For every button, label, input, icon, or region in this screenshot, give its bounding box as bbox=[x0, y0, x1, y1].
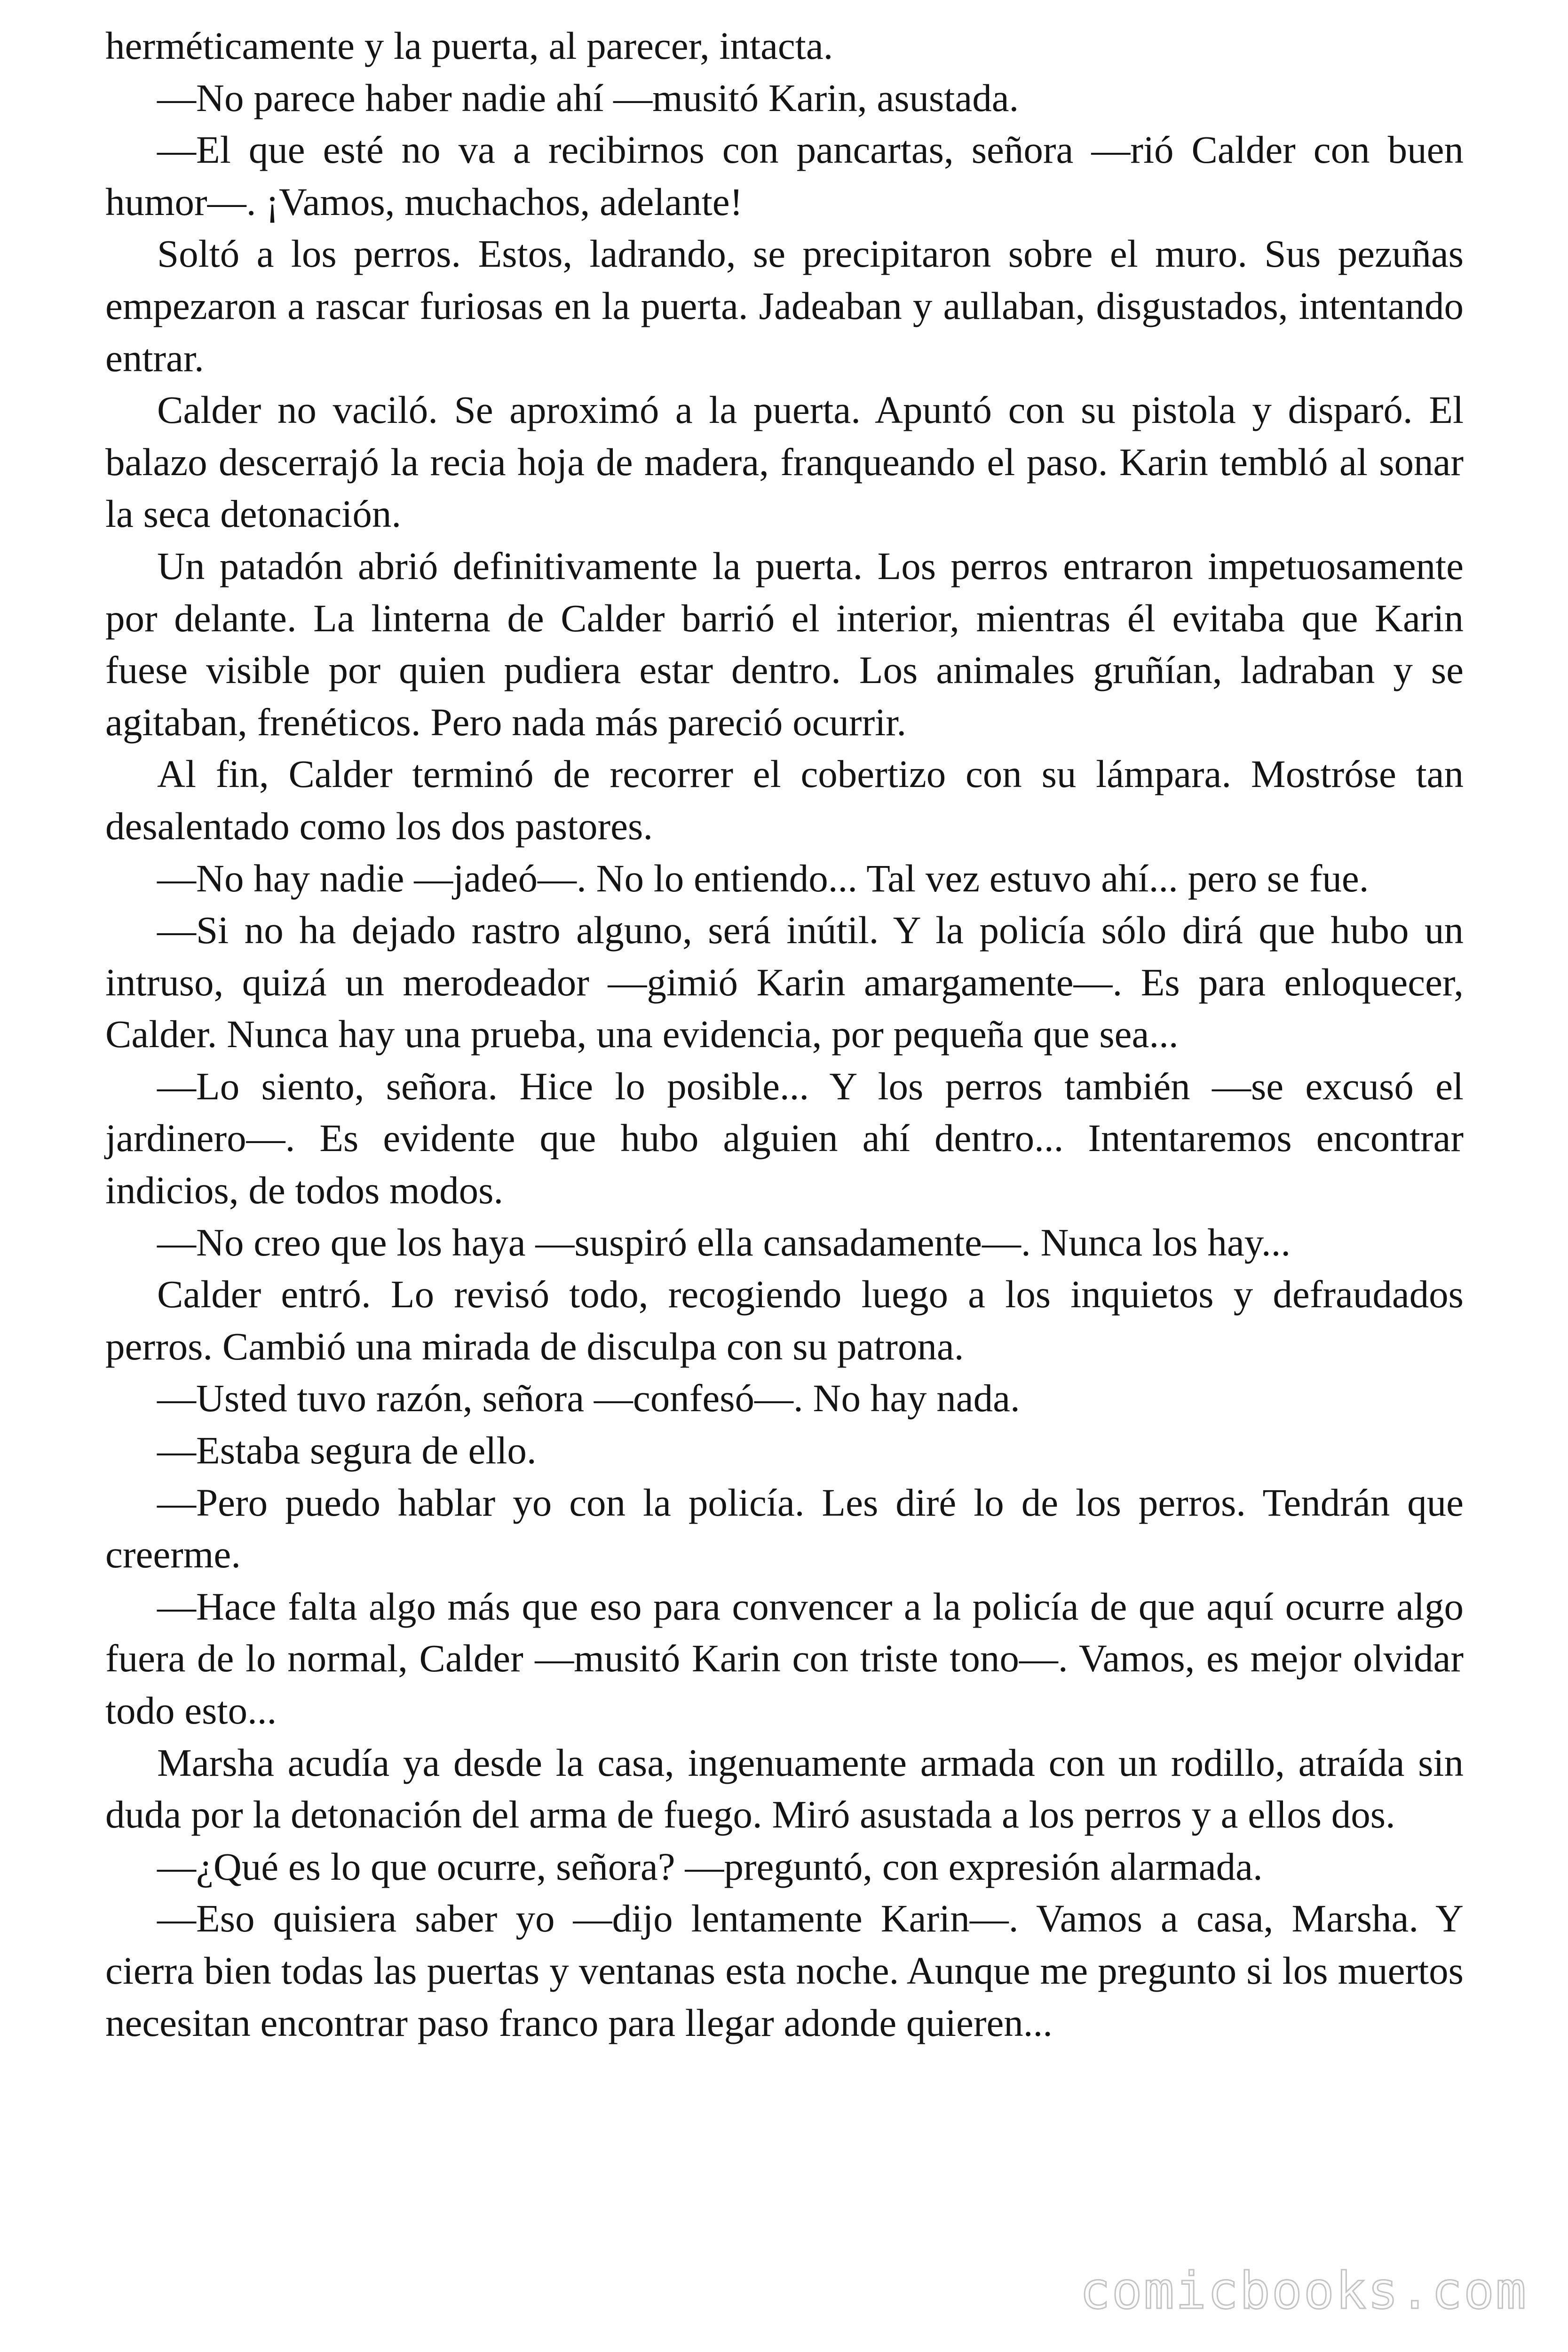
paragraph: —Eso quisiera saber yo —dijo lentamente Karin—. Vamos a casa, Marsha. Y cierra bien todas las puertas y ventanas esta noche. Aunque me pregunto si los muertos necesitan encontrar paso franco para llegar adonde quieren... bbox=[105, 1897, 1464, 2044]
paragraph: —No parece haber nadie ahí —musitó Karin, asustada. bbox=[157, 76, 1019, 119]
paragraph: —Estaba segura de ello. bbox=[157, 1429, 537, 1472]
watermark-text: comicbooks.com bbox=[1079, 2262, 1528, 2320]
paragraph: —No creo que los haya —suspiró ella cansadamente—. Nunca los hay... bbox=[157, 1220, 1291, 1264]
paragraph: —Pero puedo hablar yo con la policía. Les diré lo de los perros. Tendrán que creerme. bbox=[105, 1480, 1464, 1576]
paragraph: Calder no vaciló. Se aproximó a la puerta. Apuntó con su pistola y disparó. El balazo descerrajó la recia hoja de madera, franqueando el paso. Karin tembló al sonar la seca detonación. bbox=[105, 388, 1464, 536]
paragraph: Marsha acudía ya desde la casa, ingenuamente armada con un rodillo, atraída sin duda por la detonación del arma de fuego. Miró asustada a los perros y a ellos dos. bbox=[105, 1740, 1464, 1836]
paragraph: Calder entró. Lo revisó todo, recogiendo luego a los inquietos y defraudados perros. Cambió una mirada de disculpa con su patrona. bbox=[105, 1272, 1464, 1368]
paragraph: —No hay nadie —jadeó—. No lo entiendo... Tal vez estuvo ahí... pero se fue. bbox=[157, 856, 1369, 900]
paragraph: —¿Qué es lo que ocurre, señora? —preguntó, con expresión alarmada. bbox=[157, 1844, 1263, 1888]
paragraph: Soltó a los perros. Estos, ladrando, se precipitaron sobre el muro. Sus pezuñas empezaron a rascar furiosas en la puerta. Jadeaban y aullaban, disgustados, intentando entrar. bbox=[105, 232, 1464, 380]
paragraph: Al fin, Calder terminó de recorrer el cobertizo con su lámpara. Mostróse tan desalentado como los dos pastores. bbox=[105, 752, 1464, 848]
body-text bbox=[105, 20, 1464, 2049]
paragraph: —Lo siento, señora. Hice lo posible... Y los perros también —se excusó el jardinero—. Es evidente que hubo alguien ahí dentro... Intentaremos encontrar indicios, de todos modos. bbox=[105, 1064, 1464, 1212]
paragraph-continued: herméticamente y la puerta, al parecer, intacta. bbox=[105, 24, 833, 67]
paragraph: Un patadón abrió definitivamente la puerta. Los perros entraron impetuosamente por delante. La linterna de Calder barrió el interior, mientras él evitaba que Karin fuese visible por quien pudiera estar dentro. Los animales gruñían, ladraban y se agitaban, frenéticos. Pero nada más pareció ocurrir. bbox=[105, 544, 1464, 744]
paragraph: —El que esté no va a recibirnos con pancartas, señora —rió Calder con buen humor—. ¡Vamos, muchachos, adelante! bbox=[105, 128, 1464, 223]
paragraph: —Hace falta algo más que eso para convencer a la policía de que aquí ocurre algo fuera de lo normal, Calder —musitó Karin con triste tono—. Vamos, es mejor olvidar todo esto... bbox=[105, 1584, 1464, 1732]
paragraph: —Si no ha dejado rastro alguno, será inútil. Y la policía sólo dirá que hubo un intruso, quizá un merodeador —gimió Karin amargamente—. Es para enloquecer, Calder. Nunca hay una prueba, una evidencia, por pequeña que sea... bbox=[105, 908, 1464, 1056]
paragraph: —Usted tuvo razón, señora —confesó—. No hay nada. bbox=[157, 1376, 1020, 1420]
